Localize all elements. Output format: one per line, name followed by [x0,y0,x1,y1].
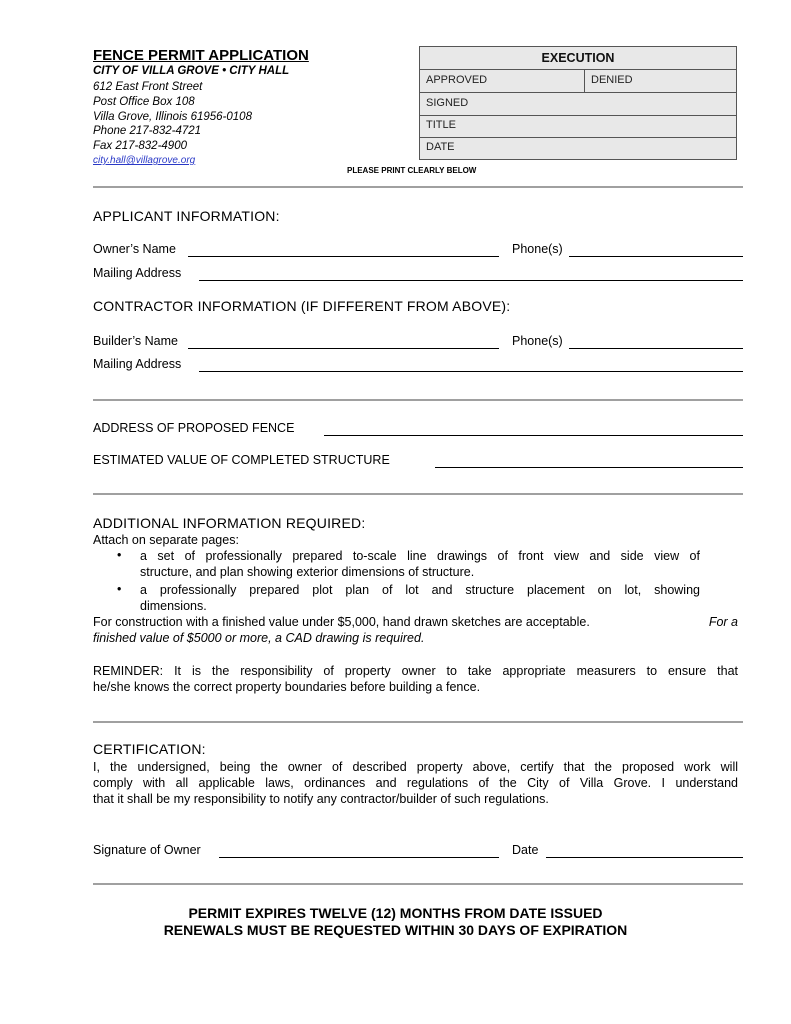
owner-phone-field[interactable] [569,256,743,257]
construction-line1 [93,614,738,630]
form-title: FENCE PERMIT APPLICATION [93,47,309,64]
construction-text: For construction with a finished value under $5,000, hand drawn sketches are acceptable. [93,615,590,629]
approved-label: APPROVED [426,74,488,86]
certification-heading: CERTIFICATION: [93,741,206,757]
po-box: Post Office Box 108 [93,96,195,108]
owner-mailing-label: Mailing Address [93,266,182,280]
fax-number: Fax 217-832-4900 [93,140,187,152]
bullet1-line2: structure, and plan showing exterior dimensions of structure. [140,565,475,579]
builder-mailing-field[interactable] [199,371,743,372]
divider [93,399,743,401]
denied-field[interactable] [585,70,736,93]
builder-phone-field[interactable] [569,348,743,349]
date-field[interactable] [420,138,736,159]
fence-address-field[interactable] [324,435,743,436]
denied-label: DENIED [591,74,633,86]
fence-address-label: ADDRESS OF PROPOSED FENCE [93,421,295,435]
phone-number: Phone 217-832-4721 [93,125,202,137]
divider [93,493,743,495]
additional-heading: ADDITIONAL INFORMATION REQUIRED: [93,515,366,531]
certification-line3: that it shall be my responsibility to notify any contractor/builder of such regulations. [93,792,549,806]
email-link[interactable]: city.hall@villagrove.org [93,155,196,166]
builder-phone-label: Phone(s) [512,334,563,348]
owner-name-label: Owner’s Name [93,242,176,256]
builder-name-label: Builder’s Name [93,334,178,348]
signed-field[interactable] [420,93,736,116]
construction-italic: For a [708,615,738,629]
approved-field[interactable] [420,70,585,93]
attach-note: Attach on separate pages: [93,533,239,547]
city-hall-line: CITY OF VILLA GROVE • CITY HALL [93,65,290,77]
date-label: DATE [426,141,455,153]
reminder-line1: REMINDER: It is the responsibility of property owner to take appropriate measurers to ensure that [93,664,738,678]
signature-field[interactable] [219,857,499,858]
owner-phone-label: Phone(s) [512,242,563,256]
street-address: 612 East Front Street [93,81,203,93]
bullet-marker: • [117,548,122,562]
signature-label: Signature of Owner [93,843,201,857]
city-state-zip: Villa Grove, Illinois 61956-0108 [93,111,252,123]
bullet2-line1: a professionally prepared plot plan of lot and structure placement on lot, showing [140,583,700,597]
reminder-line2: he/she knows the correct property boundaries before building a fence. [93,680,481,694]
owner-mailing-field[interactable] [199,280,743,281]
contractor-heading: CONTRACTOR INFORMATION (IF DIFFERENT FROM ABOVE): [93,298,511,314]
divider [93,721,743,723]
title-label: TITLE [426,119,456,131]
applicant-heading: APPLICANT INFORMATION: [93,208,280,224]
certification-line2: comply with all applicable laws, ordinances and regulations of the City of Villa Grove. I understand [93,776,738,790]
bullet-marker: • [117,582,122,596]
owner-name-field[interactable] [188,256,499,257]
builder-name-field[interactable] [188,348,499,349]
signature-date-label: Date [512,843,539,857]
signature-date-field[interactable] [546,857,743,858]
estimated-value-field[interactable] [435,467,743,468]
divider [93,883,743,885]
divider [93,186,743,188]
footer-expiration: PERMIT EXPIRES TWELVE (12) MONTHS FROM DATE ISSUED [188,905,603,921]
execution-title: EXECUTION [420,47,736,70]
estimated-value-label: ESTIMATED VALUE OF COMPLETED STRUCTURE [93,453,390,467]
bullet1-line1: a set of professionally prepared to-scale line drawings of front view and side view of [140,549,700,563]
builder-mailing-label: Mailing Address [93,357,182,371]
print-note: PLEASE PRINT CLEARLY BELOW [347,166,477,175]
execution-box [419,46,737,160]
certification-line1: I, the undersigned, being the owner of described property above, certify that the proposed work will [93,760,738,774]
bullet2-line2: dimensions. [140,599,207,613]
footer-renewal: RENEWALS MUST BE REQUESTED WITHIN 30 DAYS OF EXPIRATION [163,922,628,938]
construction-line2: finished value of $5000 or more, a CAD drawing is required. [93,631,425,645]
signed-label: SIGNED [426,97,469,109]
title-field[interactable] [420,116,736,138]
